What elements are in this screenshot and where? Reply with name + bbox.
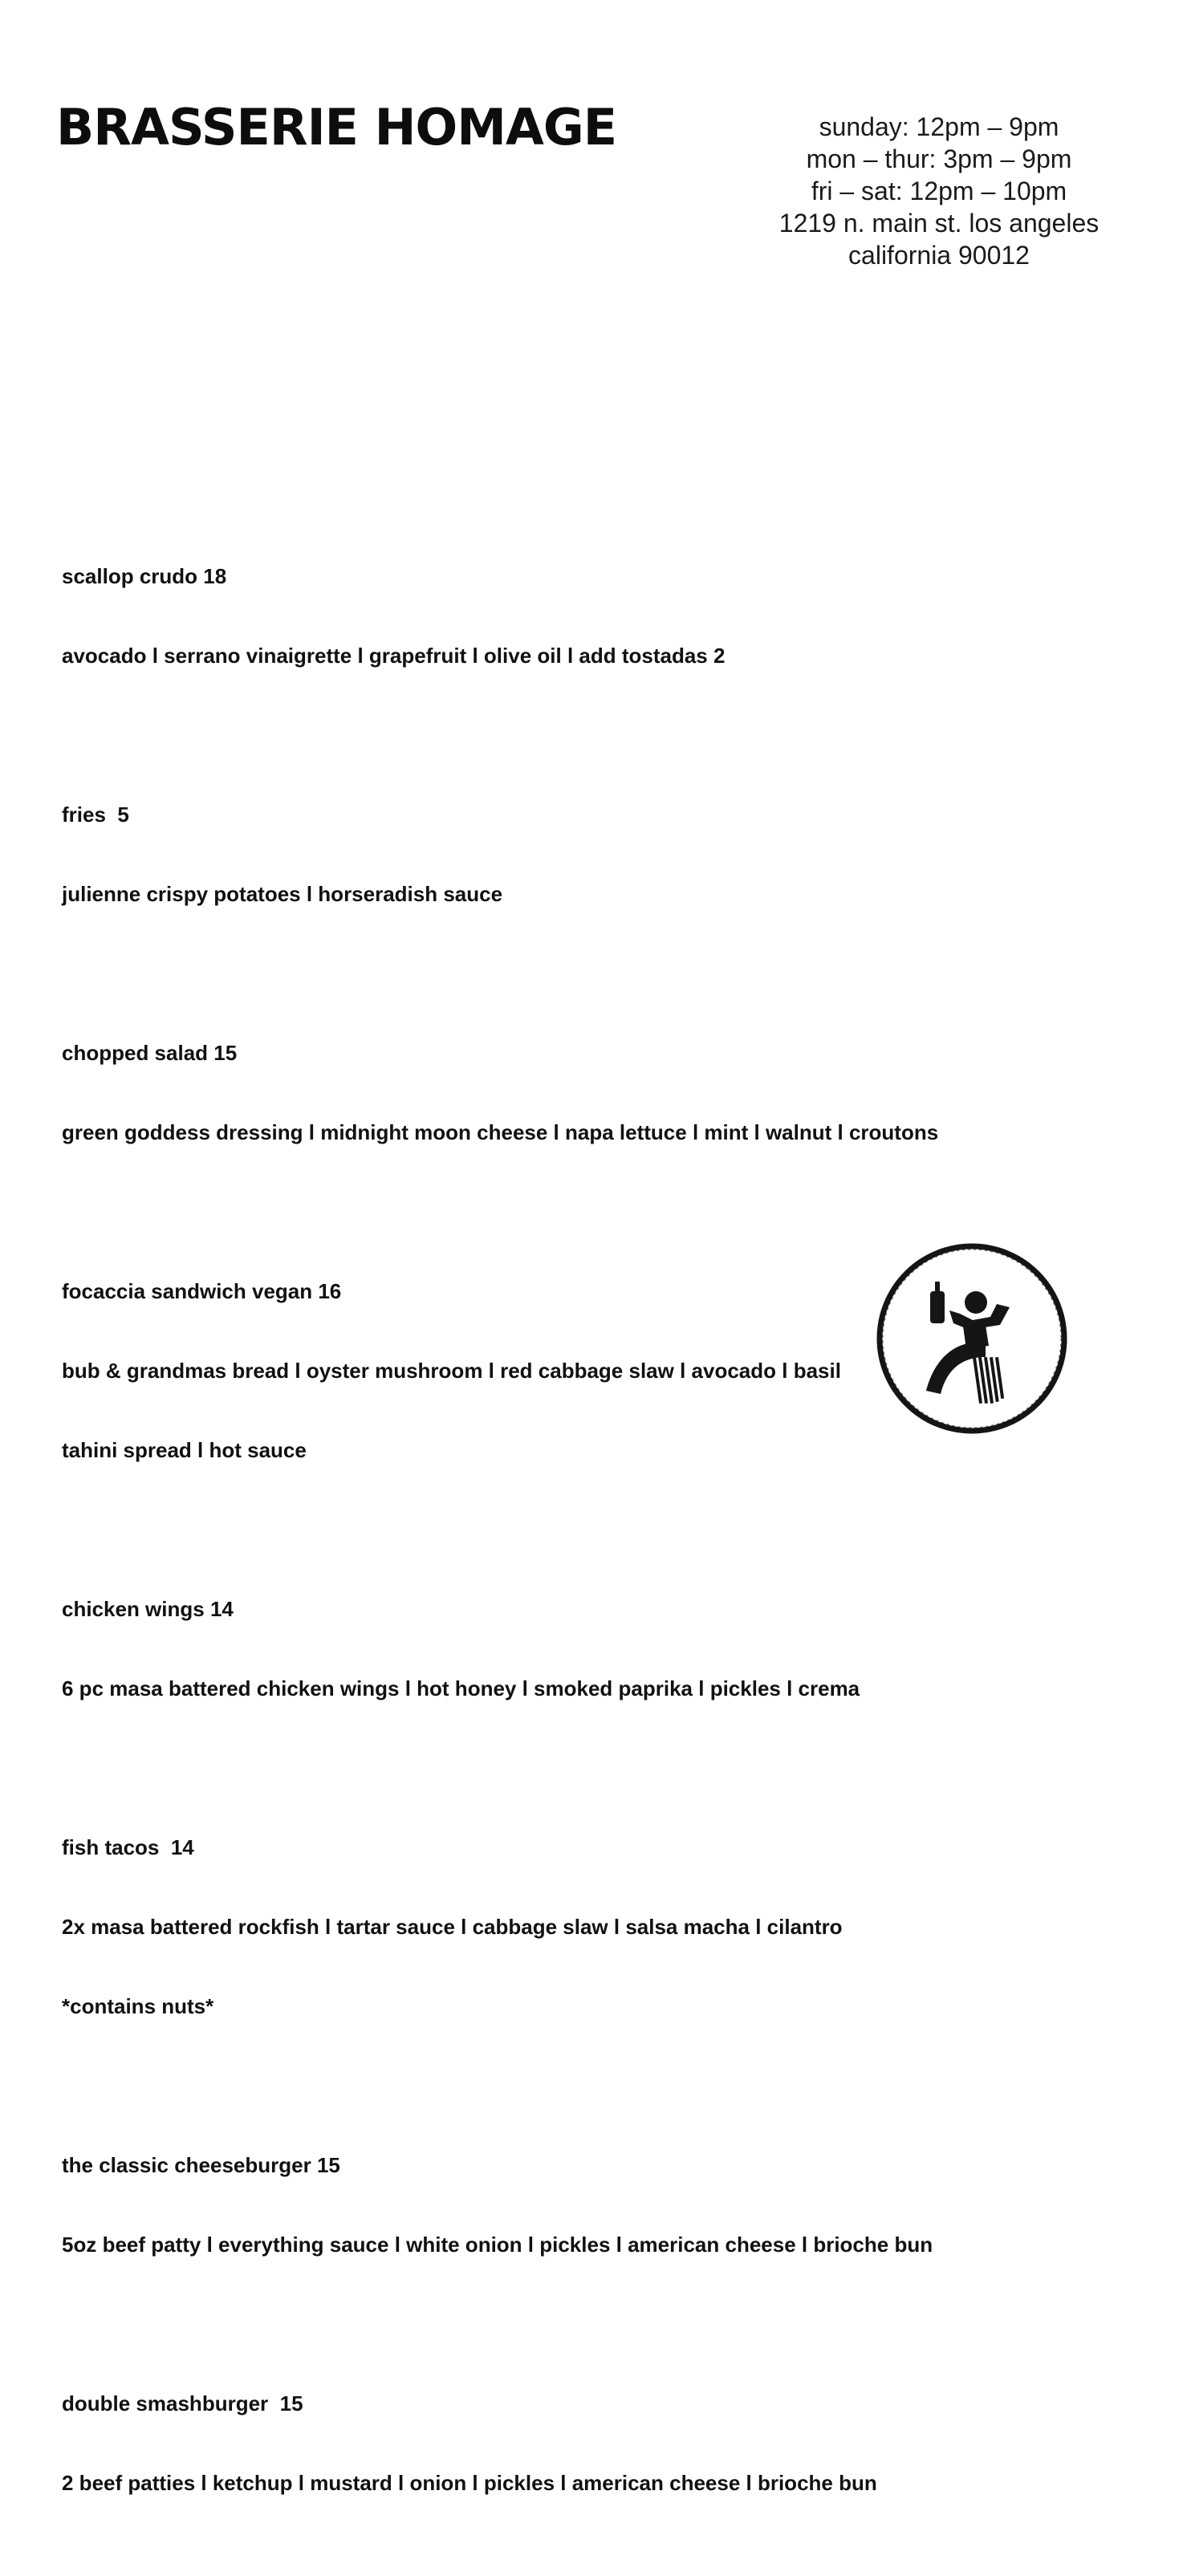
menu-item-description: tahini spread l hot sauce: [62, 1438, 307, 1462]
brasserie-logo-icon: [873, 1240, 1071, 1437]
menu-item-chicken-wings: [62, 1543, 1137, 1755]
hours-address-block: [722, 111, 1156, 271]
menu-item-fries: [62, 749, 1137, 961]
hours-mon-thur: mon – thur: 3pm – 9pm: [806, 144, 1072, 173]
address-line-2: california 90012: [848, 241, 1030, 270]
menu-item-chopped-salad: [62, 987, 1137, 1199]
menu-item-fish-tacos: [62, 1782, 1137, 2073]
menu-item-description: 2 beef patties l ketchup l mustard l onion l pickles l american cheese l brioche bun: [62, 2471, 877, 2495]
menu-item-scallop-crudo: [62, 510, 1137, 722]
menu-item-title: chicken wings 14: [62, 1597, 234, 1621]
menu-item-double-smashburger: [62, 2338, 1137, 2550]
menu-item-classic-cheeseburger: [62, 2099, 1137, 2311]
menu-item-description: avocado l serrano vinaigrette l grapefruit l olive oil l add tostadas 2: [62, 644, 726, 668]
menu-item-title: chopped salad 15: [62, 1041, 238, 1065]
hours-sunday: sunday: 12pm – 9pm: [819, 112, 1059, 141]
menu-item-description: bub & grandmas bread l oyster mushroom l red cabbage slaw l avocado l basil: [62, 1359, 841, 1383]
menu-list: [62, 510, 1137, 2576]
address-line-1: 1219 n. main st. los angeles: [778, 209, 1100, 238]
menu-item-title: fries 5: [62, 802, 129, 827]
menu-item-title: the classic cheeseburger 15: [62, 2153, 340, 2177]
restaurant-name: BRASSERIE HOMAGE: [56, 98, 617, 156]
hours-fri-sat: fri – sat: 12pm – 10pm: [811, 177, 1067, 205]
menu-item-title: fish tacos 14: [62, 1835, 194, 1859]
menu-item-title: focaccia sandwich vegan 16: [62, 1279, 342, 1303]
menu-item-description: green goddess dressing l midnight moon cheese l napa lettuce l mint l walnut l croutons: [62, 1120, 939, 1144]
menu-item-note: *contains nuts*: [62, 1994, 214, 2018]
menu-item-title: double smashburger 15: [62, 2391, 303, 2416]
menu-item-description: julienne crispy potatoes l horseradish sauce: [62, 882, 503, 906]
menu-item-description: 2x masa battered rockfish l tartar sauce l cabbage slaw l salsa macha l cilantro: [62, 1915, 843, 1939]
menu-item-description: 6 pc masa battered chicken wings l hot honey l smoked paprika l pickles l crema: [62, 1676, 860, 1700]
menu-item-description: 5oz beef patty l everything sauce l white onion l pickles l american cheese l brioche bun: [62, 2233, 933, 2257]
menu-item-title: scallop crudo 18: [62, 564, 227, 588]
